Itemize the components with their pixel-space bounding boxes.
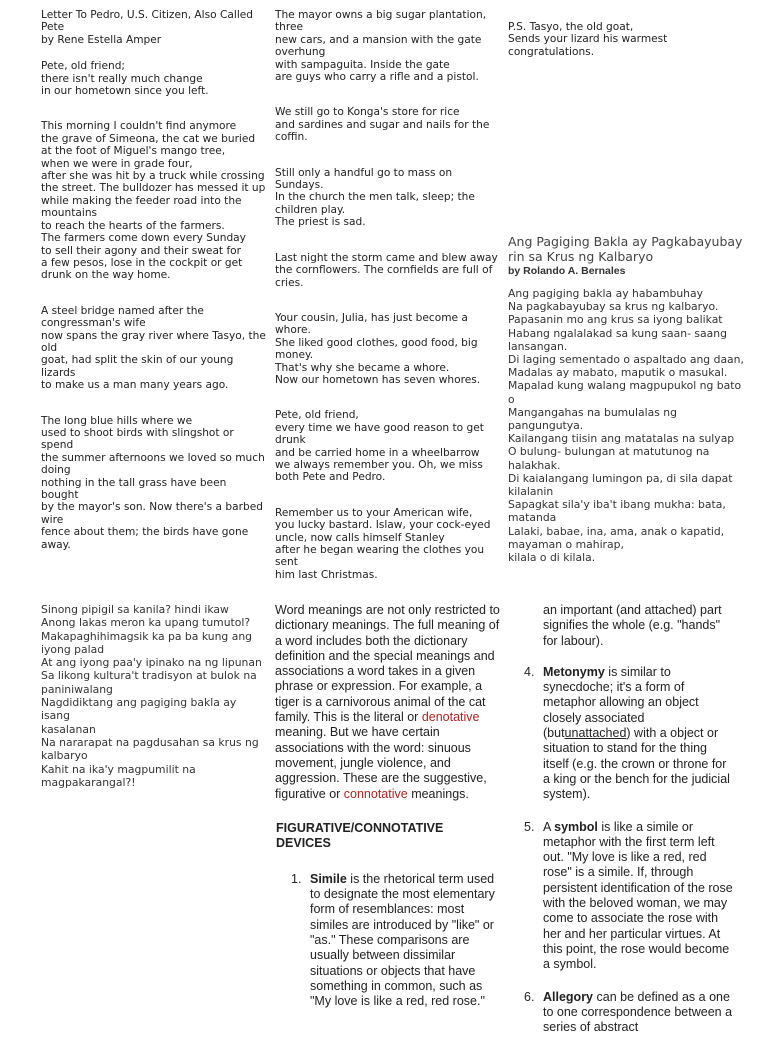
connotative-term: connotative (343, 786, 408, 801)
allegory-term: Allegory (543, 989, 594, 1004)
filipino-poem (508, 234, 763, 564)
list-item: 1. Simile is the rhetorical term used to designate the most elementary form of resemblances: most similes are introduced by "like" or "as." These comparisons are usually between dissimilar situations or objects that have something in common, such as "My love is like a red, red rose." (291, 871, 495, 1009)
stanza: We still go to Konga's store for rice and sardines and sugar and nails for the coffin. (275, 106, 490, 144)
device-list (291, 871, 501, 1010)
article-column-right (524, 603, 735, 1052)
list-number: 1. (291, 871, 302, 886)
underlined-word: unattached (564, 726, 627, 741)
article-column-middle (275, 603, 501, 1027)
section-heading: FIGURATIVE/CONNOTATIVE DEVICES (276, 820, 444, 851)
stanza: Remember us to your American wife, you lucky bastard. Islaw, your cock-eyed uncle, now calls himself Stanley after he began wearing the clothes you sent him last Christmas. (275, 506, 491, 581)
stanza: This morning I couldn't find anymore the grave of Simeona, the cat we buried at the foot of Miguel's mango tree, when we were in grade four, after she was hit by a truck while crossing the street. The bulldozer has messed it up while making the feeder road into the mountains to reach the hearts of the farmers. The farmers come down every Sunday to sell their agony and their sweat for a few pesos, lose in the cockpit or get drunk on the way home. (41, 120, 266, 282)
filipino-poem-text: Ang pagiging bakla ay habambuhay Na pagkabayubay sa krus ng kalbaryo. Papasanin mo ang krus sa iyong balikat Habang ngalalakad sa kung saan- saang lansangan. Di laging sementado o aspaltado ang daan, Madalas ay mabato, maputik o masukal. Mapalad kung walang magpupukol ng bato o Mangangahas na bumulalas ng pangungutya. Kailangang tiisin ang matatalas na sulyap O bulung- bulungan at matutunog na halakhak. Di kaialangang lumingon pa, di sila dapat kilalanin Sapagkat sila'y iba't ibang mukha: bata, matanda Lalaki, babae, ina, ama, anak o kapatid, mayaman o mahirap, kilala o di kilala. (508, 287, 744, 565)
list-item: 4. Metonymy is similar to synecdoche; it's a form of metaphor allowing an object closely associated (butunattached) with a object or situation to stand for the thing itself (e.g. the crown or throne for a king or the bench for the judicial system). (524, 664, 730, 802)
denotative-term: denotative (421, 710, 480, 725)
list-number: 5. (524, 819, 535, 834)
device-list-continued (524, 664, 735, 1036)
poem-title: Letter To Pedro, U.S. Citizen, Also Called Pete (41, 9, 254, 34)
stanza: Still only a handful go to mass on Sundays. In the church the men talk, sleep; the children play. The priest is sad. (275, 166, 475, 229)
stanza: The long blue hills where we used to shoot birds with slingshot or spend the summer afternoons we loved so much doing nothing in the tall grass have been bought by the mayor's son. Now there's a barbed wire fence about them; the birds have gone away. (41, 414, 265, 551)
poem-author: by Rene Estella Amper (41, 33, 162, 46)
list-item: 5. A symbol is like a simile or metaphor with the first term left out. "My love is like a red, red rose" is a simile. If, through persistent identification of the rose with the beloved woman, we may come to associate the rose with her and her particular virtues. At this point, the rose would become a symbol. (524, 819, 733, 972)
list-number: 6. (524, 989, 535, 1004)
continued-text: an important (and attached) part signifies the whole (e.g. "hands" for labour). (543, 603, 722, 648)
filipino-poem-continued (41, 603, 266, 789)
poem-column-1 (41, 9, 271, 574)
poem-column-3 (508, 21, 758, 58)
stanza: The mayor owns a big sugar plantation, three new cars, and a mansion with the gate overhung with sampaguita. Inside the gate are guys who carry a rifle and a pistol. (275, 9, 487, 84)
postscript: P.S. Tasyo, the old goat, Sends your lizard his warmest congratulations. (508, 21, 668, 58)
symbol-term: symbol (554, 819, 598, 834)
list-item: 6. Allegory can be defined as a one to one correspondence between a series of abstract (524, 989, 733, 1035)
list-number: 4. (524, 664, 535, 679)
filipino-poem-text-continued: Sinong pipigil sa kanila? hindi ikaw Anong lakas meron ka upang tumutol? Makapaghihimagsik ka pa ba kung ang iyong palad At ang iyong paa'y ipinako na ng lipunan Sa likong kultura't tradisyon at bulok na paniniwalang Nagdidiktang ang pagiging bakla ay isang kasalanan Na nararapat na pagdusahan sa krus ng kalbaryo Kahit na ika'y magpumilit na magpakarangal?! (41, 603, 262, 789)
stanza: Pete, old friend, every time we have good reason to get drunk and be carried home in a wheelbarrow we always remember you. Oh, we miss both Pete and Pedro. (275, 409, 484, 484)
filipino-poem-author: by Rolando A. Bernales (508, 265, 626, 277)
stanza: Last night the storm came and blew away the cornflowers. The cornfields are full of cries. (275, 251, 498, 289)
simile-term: Simile (310, 871, 347, 886)
filipino-poem-title: Ang Pagiging Bakla ay Pagkabayubay rin sa Krus ng Kalbaryo (508, 234, 743, 264)
stanza: Pete, old friend; there isn't really much change in our hometown since you left. (41, 60, 209, 98)
poem-column-2 (275, 9, 505, 604)
stanza: A steel bridge named after the congressman's wife now spans the gray river where Tasyo, the old goat, had split the skin of our young lizards to make us a man many years ago. (41, 304, 266, 392)
metonymy-term: Metonymy (543, 664, 605, 679)
intro-paragraph: Word meanings are not only restricted to dictionary meanings. The full meaning of a word includes both the dictionary definition and the special meanings and associations a word takes in a given phrase or expression. For example, a tiger is a carnivorous animal of the cat family. This is the literal or denotative meaning. But we have certain associations with the word: sinuous movement, jungle violence, and aggression. These are the suggestive, figurative or connotative meanings. (275, 603, 500, 801)
stanza: Your cousin, Julia, has just become a whore. She liked good clothes, good food, big money. That's why she became a whore. Now our hometown has seven whores. (275, 311, 481, 386)
